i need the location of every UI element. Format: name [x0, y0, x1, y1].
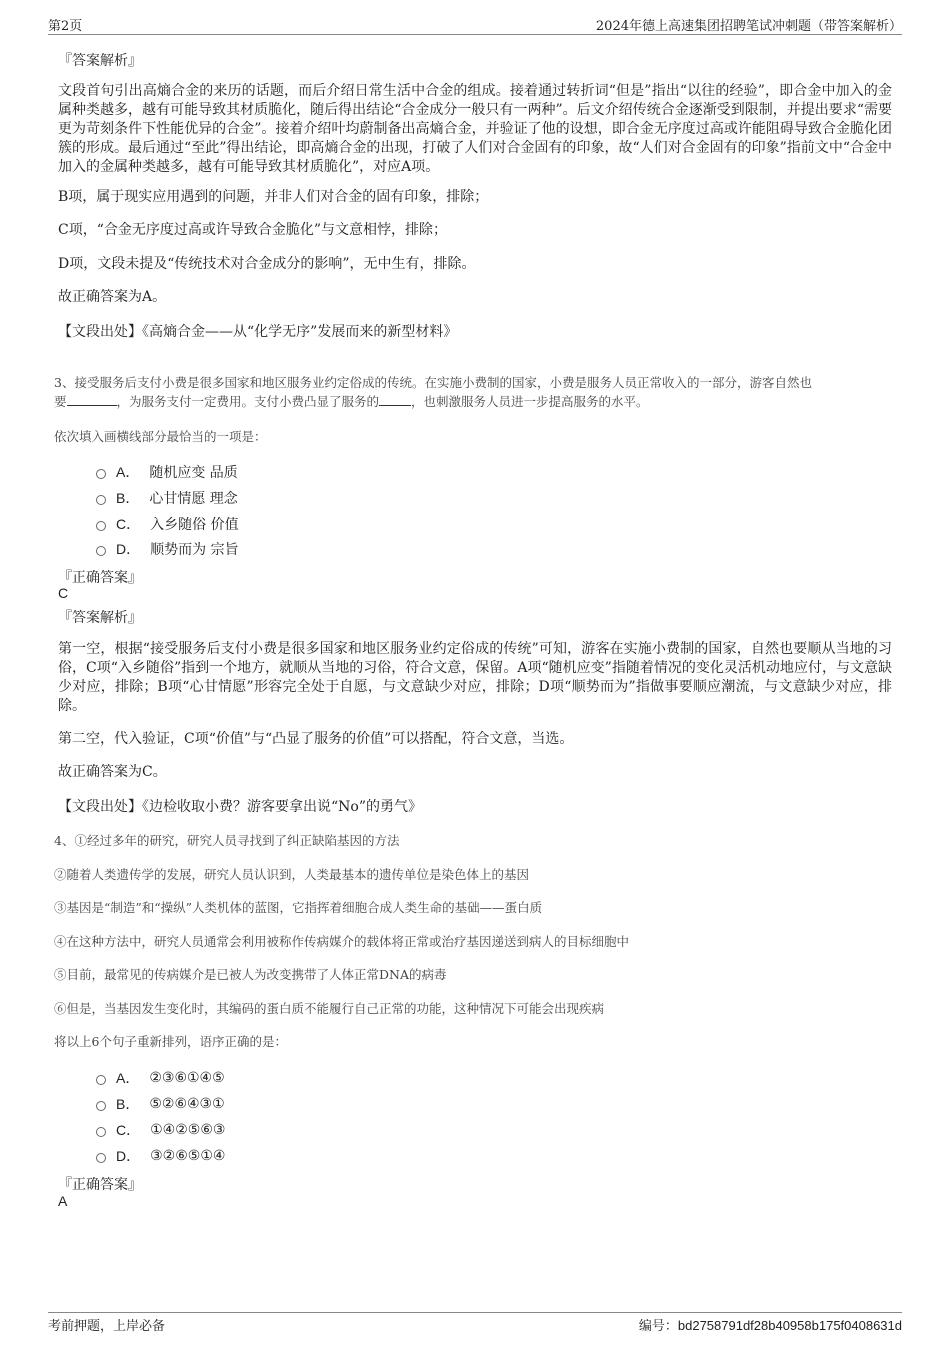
q3-answer-statement: 故正确答案为C。: [58, 764, 167, 780]
q3-prompt: 依次填入画横线部分最恰当的一项是：: [54, 429, 267, 444]
q2-analysis-label: 『答案解析』: [58, 53, 142, 69]
q4-answer-label: 『正确答案』: [58, 1177, 142, 1193]
radio-icon[interactable]: [96, 495, 106, 505]
q3-answer-label: 『正确答案』: [58, 570, 142, 586]
q4-sentence-3: ③基因是“制造”和“操纵”人类机体的蓝图，它指挥着细胞合成人类生命的基础——蛋白质: [54, 900, 543, 915]
q4-sentence-1: 4、①经过多年的研究，研究人员寻找到了纠正缺陷基因的方法: [54, 833, 400, 848]
q3-option-a[interactable]: A． 随机应变 品质: [96, 462, 238, 482]
radio-icon[interactable]: [96, 521, 106, 531]
radio-icon[interactable]: [96, 1127, 106, 1137]
q2-analysis-paragraph-3: C项，“合金无序度过高或许导致合金脆化”与文意相悖，排除；: [58, 222, 448, 238]
q2-analysis-paragraph-2: B项，属于现实应用遇到的问题，并非人们对合金的固有印象，排除；: [58, 189, 489, 205]
q4-option-c[interactable]: C． ①④②⑤⑥③: [96, 1120, 225, 1140]
q4-sentence-5: ⑤目前，最常见的传病媒介是已被人为改变携带了人体正常DNA的病毒: [54, 967, 447, 982]
q3-option-c[interactable]: C． 入乡随俗 价值: [96, 514, 239, 534]
q2-source: 【文段出处】《高熵合金——从“化学无序”发展而来的新型材料》: [58, 324, 458, 340]
radio-icon[interactable]: [96, 469, 106, 479]
q3-answer: C: [58, 585, 69, 601]
q2-answer-statement: 故正确答案为A。: [58, 289, 167, 305]
q3-stem: [54, 373, 894, 411]
q4-sentence-4: ④在这种方法中，研究人员通常会利用被称作传病媒介的载体将正常或治疗基因递送到病人的目标细胞中: [54, 934, 630, 949]
q2-analysis-paragraph-4: D项，文段未提及“传统技术对合金成分的影响”，无中生有，排除。: [58, 256, 476, 272]
q4-option-d[interactable]: D． ③②⑥⑤①④: [96, 1146, 225, 1166]
radio-icon[interactable]: [96, 1075, 106, 1085]
page-header: [48, 14, 902, 35]
radio-icon[interactable]: [96, 546, 106, 556]
q3-analysis-paragraph-1: 第一空，根据“接受服务后支付小费是很多国家和地区服务业约定俗成的传统”可知，游客在实施小费制的国家，自然也要顺从当地的习俗，C项“入乡随俗”指到一个地方，就顺从当地的习俗，符合文意，保留。A项“随机应变”指随着情况的变化灵活机动地应付，与文意缺少对应，排除；B项“心甘情愿”形容完全处于自愿，与文意缺少对应，排除；D项“顺势而为”指做事要顺应潮流，与文意缺少对应，排除。: [58, 641, 892, 714]
fill-blank-1: [67, 392, 117, 406]
q3-analysis-label: 『答案解析』: [58, 610, 142, 626]
radio-icon[interactable]: [96, 1101, 106, 1111]
footer-slogan: 考前押题，上岸必备: [48, 1319, 166, 1334]
q4-sentence-2: ②随着人类遗传学的发展，研究人员认识到，人类最基本的遗传单位是染色体上的基因: [54, 867, 530, 882]
q2-analysis-paragraph-1: 文段首句引出高熵合金的来历的话题，而后介绍日常生活中合金的组成。接着通过转折词“但是”指出“以往的经验”，即合金中加入的金属种类越多，越有可能导致其材质脆化，随后得出结论“合金成分一般只有一两种”。后文介绍传统合金逐渐受到限制，并提出要求“需要更为苛刻条件下性能优异的合金”。接着介绍叶均蔚制备出高熵合金，并验证了他的设想，即合金无序度过高或许能阻碍导致合金脆化团簇的形成。最后通过“至此”得出结论，即高熵合金的出现，打破了人们对合金固有的印象，故“人们对合金固有的印象”指前文中“合金中加入的金属种类越多，越有可能导致其材质脆化”，对应A项。: [58, 83, 892, 175]
page-number: 第2页: [48, 19, 83, 34]
q3-stem-line-1: 3、接受服务后支付小费是很多国家和地区服务业约定俗成的传统。在实施小费制的国家，小费是服务人员正常收入的一部分，游客自然也: [54, 375, 812, 390]
fill-blank-2: [379, 392, 411, 406]
q3-source: 【文段出处】《边检收取小费？游客要拿出说“No”的勇气》: [58, 799, 422, 815]
page-footer: [48, 1312, 902, 1335]
q3-option-b[interactable]: B． 心甘情愿 理念: [96, 488, 238, 508]
document-id: 编号：bd2758791df28b40958b175f0408631d: [638, 1318, 902, 1334]
radio-icon[interactable]: [96, 1153, 106, 1163]
q4-answer: A: [58, 1193, 68, 1209]
q3-option-d[interactable]: D． 顺势而为 宗旨: [96, 539, 239, 559]
document-title: 2024年德上高速集团招聘笔试冲刺题（带答案解析）: [595, 19, 902, 34]
q3-stem-line-2: 要 ，为服务支付一定费用。支付小费凸显了服务的 ，也刺激服务人员进一步提高服务的水平。: [54, 394, 649, 409]
q4-option-a[interactable]: A． ②③⑥①④⑤: [96, 1068, 225, 1088]
q4-sentence-6: ⑥但是，当基因发生变化时，其编码的蛋白质不能履行自己正常的功能，这种情况下可能会出现疾病: [54, 1001, 605, 1016]
q4-prompt: 将以上6个句子重新排列，语序正确的是：: [54, 1034, 287, 1049]
q4-option-b[interactable]: B． ⑤②⑥④③①: [96, 1094, 225, 1114]
q3-analysis-paragraph-2: 第二空，代入验证，C项“价值”与“凸显了服务的价值”可以搭配，符合文意，当选。: [58, 731, 574, 747]
